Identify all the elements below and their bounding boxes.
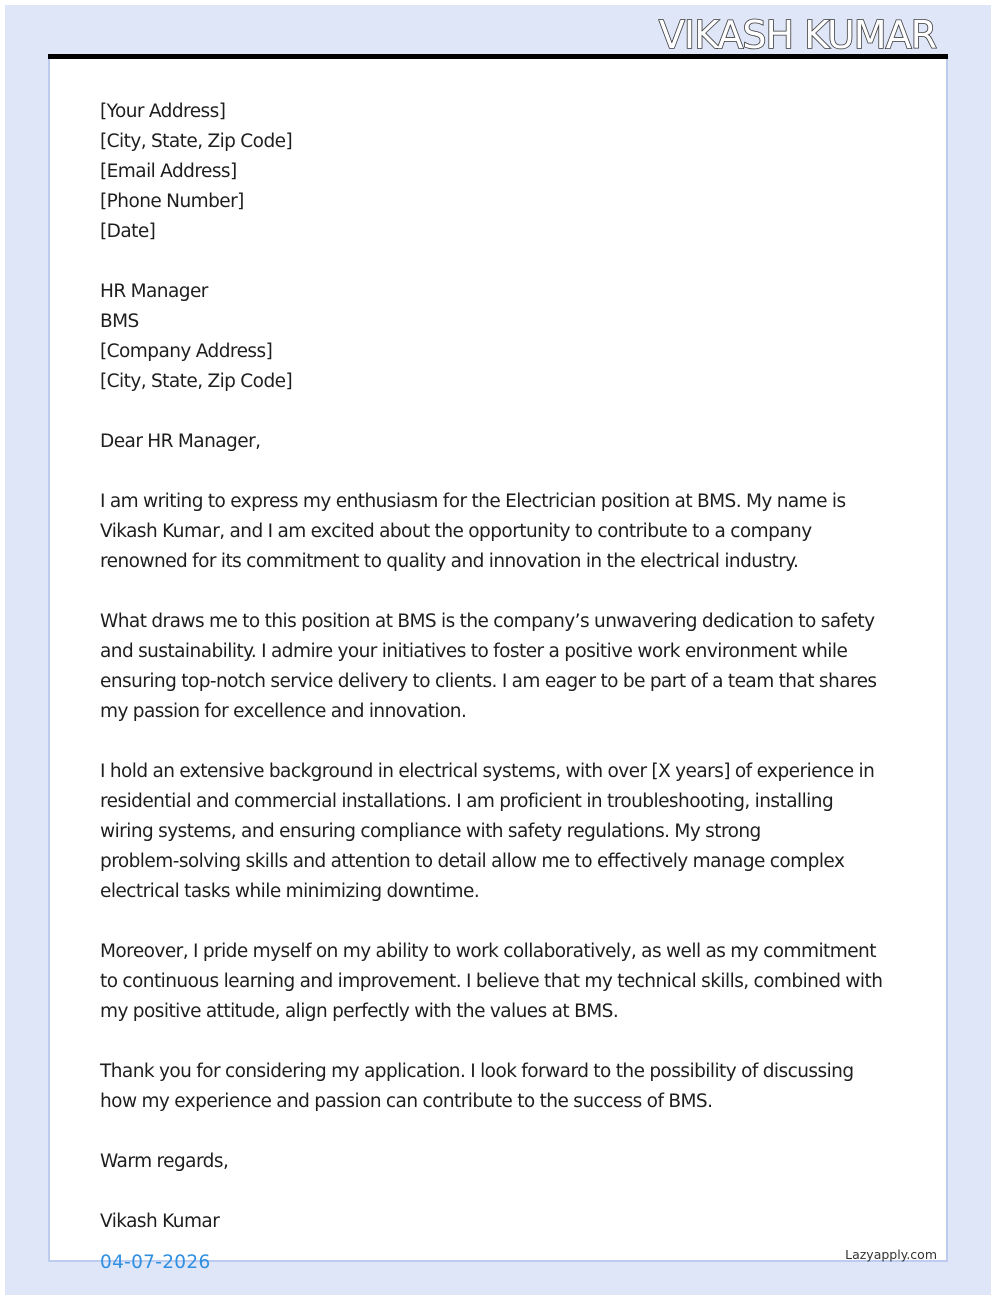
recipient-city-state-zip: [City, State, Zip Code] (100, 371, 293, 392)
paragraph-line: Vikash Kumar, and I am excited about the opportunity to contribute to a company (100, 521, 812, 542)
paragraph-3 (100, 757, 900, 907)
paragraph-line: wiring systems, and ensuring compliance with safety regulations. My strong (100, 821, 761, 842)
applicant-name-heading: VIKASH KUMAR (658, 13, 936, 57)
paragraph-1 (100, 487, 900, 577)
sender-phone: [Phone Number] (100, 191, 244, 212)
watermark-text: Lazyapply.com (845, 1247, 937, 1262)
paragraph-line: how my experience and passion can contribute to the success of BMS. (100, 1091, 713, 1112)
letter-body (100, 97, 900, 1237)
paragraph-line: I am writing to express my enthusiasm for the Electrician position at BMS. My name is (100, 491, 846, 512)
spacer (100, 907, 900, 937)
sender-date: [Date] (100, 221, 156, 242)
signature: Vikash Kumar (100, 1211, 220, 1232)
paragraph-5 (100, 1057, 900, 1117)
recipient-company: BMS (100, 311, 139, 332)
spacer (100, 727, 900, 757)
paragraph-line: to continuous learning and improvement. I believe that my technical skills, combined with (100, 971, 883, 992)
paragraph-line: Thank you for considering my application. I look forward to the possibility of discussing (100, 1061, 854, 1082)
spacer (100, 397, 900, 427)
spacer (100, 577, 900, 607)
spacer (100, 1027, 900, 1057)
spacer (100, 1177, 900, 1207)
paragraph-line: my positive attitude, align perfectly with the values at BMS. (100, 1001, 619, 1022)
spacer (100, 457, 900, 487)
paragraph-line: residential and commercial installations. I am proficient in troubleshooting, installing (100, 791, 834, 812)
recipient-title: HR Manager (100, 281, 208, 302)
paragraph-line: my passion for excellence and innovation. (100, 701, 467, 722)
paragraph-line: What draws me to this position at BMS is the company’s unwavering dedication to safety (100, 611, 875, 632)
paragraph-line: and sustainability. I admire your initiatives to foster a positive work environment while (100, 641, 848, 662)
sender-address: [Your Address] (100, 101, 226, 122)
paragraph-4 (100, 937, 900, 1027)
sender-block (100, 97, 900, 247)
spacer (100, 1117, 900, 1147)
paragraph-line: renowned for its commitment to quality and innovation in the electrical industry. (100, 551, 799, 572)
paragraph-line: electrical tasks while minimizing downtime. (100, 881, 480, 902)
paragraph-line: ensuring top-notch service delivery to clients. I am eager to be part of a team that shares (100, 671, 877, 692)
closing: Warm regards, (100, 1151, 229, 1172)
footer-date: 04-07-2026 (100, 1252, 211, 1273)
salutation: Dear HR Manager, (100, 431, 261, 452)
paragraph-line: problem-solving skills and attention to detail allow me to effectively manage complex (100, 851, 845, 872)
sender-city-state-zip: [City, State, Zip Code] (100, 131, 293, 152)
paragraph-2 (100, 607, 900, 727)
recipient-address: [Company Address] (100, 341, 273, 362)
paragraph-line: I hold an extensive background in electrical systems, with over [X years] of experience in (100, 761, 875, 782)
paragraph-line: Moreover, I pride myself on my ability to work collaboratively, as well as my commitment (100, 941, 876, 962)
spacer (100, 247, 900, 277)
recipient-block (100, 277, 900, 397)
sender-email: [Email Address] (100, 161, 237, 182)
